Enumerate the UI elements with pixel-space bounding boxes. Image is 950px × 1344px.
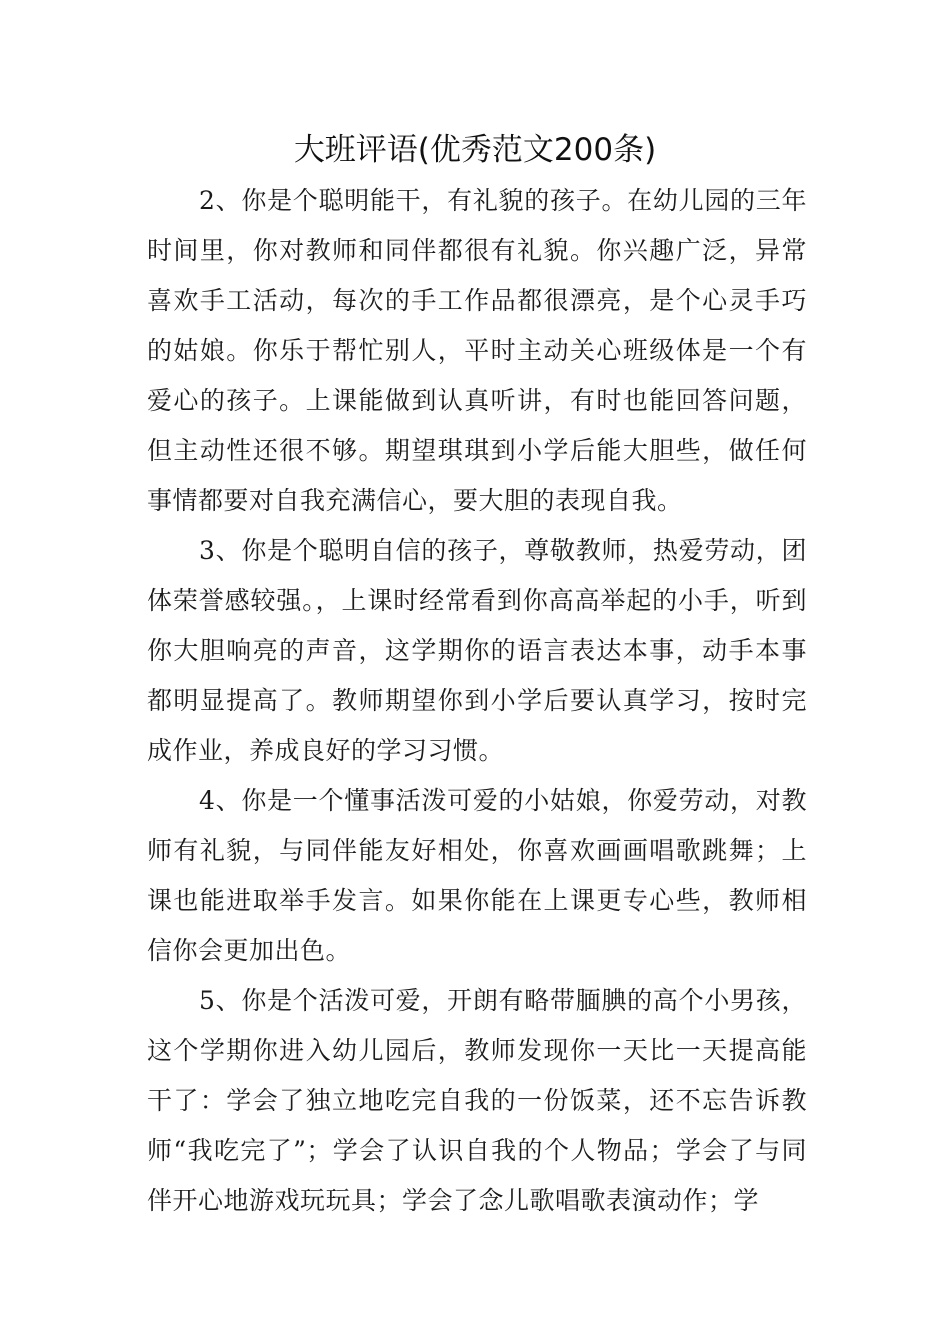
paragraph-2: 2、你是个聪明能干，有礼貌的孩子。在幼儿园的三年时间里，你对教师和同伴都很有礼貌。你兴趣广泛，异常喜欢手工活动，每次的手工作品都很漂亮，是个心灵手巧的姑娘。你乐于帮忙别人，平时主动关心班级体是一个有爱心的孩子。上课能做到认真听讲，有时也能回答问题，但主动性还很不够。期望琪琪到小学后能大胆些，做任何事情都要对自我充满信心，要大胆的表现自我。 [147,186,807,515]
paragraph-4: 4、你是一个懂事活泼可爱的小姑娘，你爱劳动，对教师有礼貌，与同伴能友好相处，你喜欢画画唱歌跳舞；上课也能进取举手发言。如果你能在上课更专心些，教师相信你会更加出色。 [147,786,807,965]
document-title: 大班评语(优秀范文200条) [293,132,657,168]
paragraph-5: 5、你是个活泼可爱，开朗有略带腼腆的高个小男孩，这个学期你进入幼儿园后，教师发现你一天比一天提高能干了：学会了独立地吃完自我的一份饭菜，还不忘告诉教师“我吃完了”；学会了认识自我的个人物品；学会了与同伴开心地游戏玩玩具；学会了念儿歌唱歌表演动作；学 [147,986,807,1215]
paragraph-3: 3、你是个聪明自信的孩子，尊敬教师，热爱劳动，团体荣誉感较强。，上课时经常看到你高高举起的小手，听到你大胆响亮的声音，这学期你的语言表达本事，动手本事都明显提高了。教师期望你到小学后要认真学习，按时完成作业，养成良好的学习习惯。 [147,536,807,765]
document-body [147,176,807,1226]
